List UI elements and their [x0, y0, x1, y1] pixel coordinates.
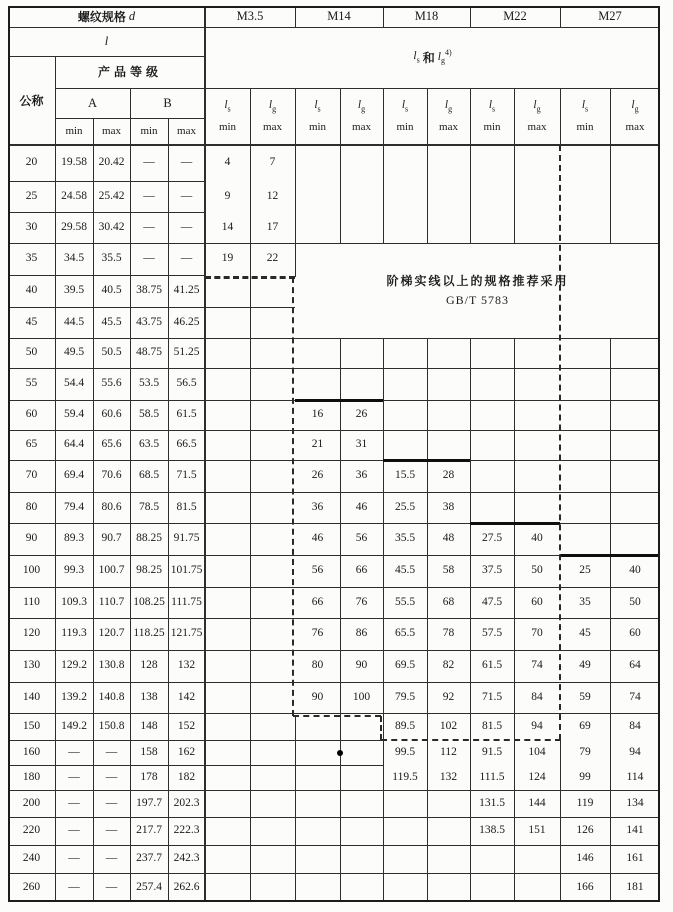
row-label: 30 — [25, 220, 38, 233]
value-cell: — — [68, 770, 80, 783]
value-cell: 79.5 — [394, 690, 416, 703]
value-cell: 140.8 — [98, 690, 125, 703]
size-header: M27 — [598, 9, 622, 24]
value-cell: — — [180, 189, 193, 202]
row-label: 90 — [25, 532, 38, 545]
table-outer-border — [8, 6, 660, 902]
value-cell: 166 — [576, 880, 594, 893]
value-cell: 100.7 — [98, 564, 125, 577]
value-cell: 12 — [266, 189, 279, 202]
value-cell: 57.5 — [481, 627, 503, 640]
value-cell: 91.75 — [173, 532, 200, 545]
row-label: 160 — [22, 745, 41, 758]
value-cell: 70 — [531, 627, 543, 640]
value-cell: 44.5 — [63, 315, 85, 328]
l-column-header: $l_s$ min — [396, 98, 414, 134]
value-cell: 101.75 — [170, 564, 203, 577]
l-column-header: $l_g$ max — [439, 98, 458, 134]
value-cell: 79.4 — [63, 500, 85, 513]
value-cell: 14 — [221, 220, 234, 233]
value-cell: 22 — [266, 252, 279, 265]
value-cell: 25 — [579, 564, 591, 577]
value-cell: 68 — [442, 595, 455, 608]
value-cell: 38.75 — [136, 284, 162, 297]
value-cell: 92 — [442, 690, 455, 703]
value-cell: 178 — [140, 770, 158, 783]
value-cell: 7 — [269, 156, 276, 169]
row-label: 110 — [23, 595, 40, 608]
row-label: 150 — [22, 719, 41, 732]
value-cell: 41.25 — [173, 284, 200, 297]
value-cell: 76 — [355, 595, 368, 608]
value-cell: 121.75 — [170, 627, 203, 640]
value-cell: 129.2 — [61, 659, 87, 672]
value-cell: 35.5 — [394, 532, 416, 545]
value-cell: 15.5 — [394, 469, 416, 482]
size-header: M18 — [414, 9, 439, 24]
value-cell: 28 — [442, 469, 455, 482]
value-cell: 29.58 — [61, 220, 87, 233]
row-label: 55 — [25, 377, 38, 390]
value-cell: 56 — [355, 532, 368, 545]
value-cell: 109.3 — [61, 595, 87, 608]
value-cell: — — [105, 796, 118, 809]
row-label: 60 — [25, 408, 38, 421]
value-cell: 84 — [629, 719, 641, 732]
value-cell: 46.25 — [173, 315, 200, 328]
value-cell: 59.4 — [63, 408, 85, 421]
row-label: 25 — [25, 189, 38, 202]
value-cell: 27.5 — [481, 532, 503, 545]
value-cell: 94 — [629, 745, 641, 758]
grade-a-header: A — [87, 95, 98, 110]
value-cell: 68.5 — [138, 469, 160, 482]
value-cell: 111.75 — [171, 595, 202, 608]
value-cell: 64.4 — [63, 438, 85, 451]
value-cell: 202.3 — [173, 796, 200, 809]
value-cell: 89.5 — [394, 719, 416, 732]
value-cell: 98.25 — [136, 564, 162, 577]
grade-b-header: B — [163, 95, 172, 110]
value-cell: 69.5 — [394, 659, 416, 672]
ls-lg-header: $l_s$ 和 $l_g^{4)}$ — [413, 48, 452, 66]
value-cell: 182 — [177, 770, 196, 783]
value-cell: 88.25 — [136, 532, 162, 545]
value-cell: 262.6 — [173, 880, 200, 893]
l-column-header: $l_g$ max — [352, 98, 371, 134]
value-cell: 110.7 — [98, 595, 125, 608]
value-cell: 58.5 — [138, 408, 160, 421]
l-column-header: $l_s$ min — [218, 98, 237, 134]
value-cell: 54.4 — [63, 377, 85, 390]
value-cell: — — [143, 252, 155, 265]
row-label: 65 — [25, 438, 38, 451]
row-label: 220 — [22, 824, 41, 837]
size-header: M3.5 — [236, 9, 264, 24]
row-label: 50 — [25, 346, 38, 359]
value-cell: 197.7 — [136, 796, 162, 809]
value-cell: 48.75 — [136, 346, 162, 359]
value-cell: 61.5 — [176, 408, 197, 421]
value-cell: 60.6 — [101, 408, 122, 421]
value-cell: 222.3 — [173, 824, 200, 837]
value-cell: 25.42 — [98, 189, 125, 202]
row-label: 120 — [22, 627, 41, 640]
value-cell: 124 — [528, 770, 546, 783]
value-cell: 99 — [579, 770, 591, 783]
value-cell: — — [180, 156, 193, 169]
value-cell: 90 — [355, 659, 368, 672]
value-cell: 90.7 — [101, 532, 122, 545]
value-cell: 60 — [531, 595, 543, 608]
value-cell: — — [68, 796, 80, 809]
printed-dot — [337, 750, 343, 756]
value-cell: 60 — [629, 627, 641, 640]
value-cell: 144 — [528, 796, 546, 809]
value-cell: 89.3 — [63, 532, 85, 545]
value-cell: 130.8 — [98, 659, 125, 672]
value-cell: 25.5 — [394, 500, 416, 513]
value-cell: 66.5 — [176, 438, 197, 451]
value-cell: 91.5 — [481, 745, 503, 758]
l-column-header: $l_g$ max — [625, 98, 645, 134]
value-cell: 82 — [442, 659, 455, 672]
value-cell: 48 — [442, 532, 455, 545]
value-cell: 59 — [579, 690, 591, 703]
value-cell: 69.4 — [63, 469, 85, 482]
value-cell: — — [143, 156, 155, 169]
value-cell: 81.5 — [176, 500, 197, 513]
row-label: 260 — [22, 880, 41, 893]
value-cell: 150.8 — [98, 719, 125, 732]
value-cell: 104 — [528, 745, 546, 758]
value-cell: 55.5 — [394, 595, 416, 608]
minmax-header: max — [177, 125, 196, 137]
value-cell: 217.7 — [136, 824, 162, 837]
value-cell: 158 — [140, 745, 158, 758]
value-cell: 128 — [140, 659, 158, 672]
value-cell: 148 — [140, 719, 158, 732]
value-cell: 50.5 — [101, 346, 122, 359]
value-cell: 146 — [576, 852, 594, 865]
product-grade-header: 产品等级 — [97, 65, 162, 79]
value-cell: 99.5 — [394, 745, 416, 758]
value-cell: 181 — [626, 880, 644, 893]
row-label: 35 — [25, 252, 38, 265]
value-cell: 138.5 — [479, 824, 505, 837]
value-cell: — — [143, 189, 155, 202]
value-cell: 70.6 — [101, 469, 122, 482]
value-cell: 40.5 — [101, 284, 122, 297]
value-cell: 50 — [629, 595, 641, 608]
value-cell: 111.5 — [479, 770, 505, 783]
minmax-header: min — [140, 125, 158, 137]
value-cell: 237.7 — [136, 852, 162, 865]
value-cell: 24.58 — [61, 189, 87, 202]
value-cell: 45.5 — [394, 564, 416, 577]
value-cell: 49 — [579, 659, 591, 672]
value-cell: 132 — [439, 770, 458, 783]
value-cell: 120.7 — [98, 627, 125, 640]
value-cell: 65.5 — [394, 627, 416, 640]
value-cell: 53.5 — [138, 377, 160, 390]
value-cell: 119 — [576, 796, 594, 809]
value-cell: 19 — [221, 252, 234, 265]
value-cell: 86 — [355, 627, 368, 640]
value-cell: 74 — [629, 690, 641, 703]
value-cell: 56.5 — [176, 377, 197, 390]
value-cell: — — [68, 880, 80, 893]
value-cell: — — [68, 745, 80, 758]
value-cell: 102 — [439, 719, 458, 732]
value-cell: — — [105, 745, 118, 758]
value-cell: — — [68, 824, 80, 837]
value-cell: 71.5 — [176, 469, 197, 482]
row-label: 180 — [22, 770, 41, 783]
value-cell: 4 — [224, 156, 231, 169]
row-label: 240 — [22, 852, 41, 865]
value-cell: 45.5 — [101, 315, 122, 328]
value-cell: 36 — [311, 500, 324, 513]
value-cell: 162 — [177, 745, 196, 758]
value-cell: 36 — [355, 469, 368, 482]
value-cell: 242.3 — [173, 852, 200, 865]
value-cell: 39.5 — [63, 284, 85, 297]
l-column-header: $l_s$ min — [308, 98, 327, 134]
value-cell: 78.5 — [138, 500, 160, 513]
value-cell: 63.5 — [138, 438, 160, 451]
value-cell: — — [105, 770, 118, 783]
value-cell: 71.5 — [481, 690, 503, 703]
value-cell: 35.5 — [101, 252, 122, 265]
row-label: 130 — [22, 659, 41, 672]
value-cell: — — [105, 852, 118, 865]
value-cell: 131.5 — [479, 796, 505, 809]
value-cell: 112 — [440, 745, 457, 758]
thread-spec-header: 螺纹规格 d — [77, 9, 136, 24]
value-cell: 17 — [266, 220, 279, 233]
value-cell: 21 — [311, 438, 324, 451]
value-cell: 80 — [311, 659, 324, 672]
value-cell: — — [68, 852, 80, 865]
value-cell: 76 — [311, 627, 324, 640]
value-cell: 64 — [629, 659, 641, 672]
value-cell: 35 — [579, 595, 591, 608]
l-column-header: $l_s$ min — [483, 98, 501, 134]
value-cell: 16 — [311, 408, 324, 421]
value-cell: 9 — [224, 189, 231, 202]
value-cell: 99.3 — [63, 564, 85, 577]
value-cell: 257.4 — [136, 880, 162, 893]
value-cell: — — [180, 220, 193, 233]
value-cell: 26 — [355, 408, 368, 421]
value-cell: 139.2 — [61, 690, 87, 703]
value-cell: 31 — [355, 438, 368, 451]
value-cell: 126 — [576, 824, 594, 837]
value-cell: 119.3 — [61, 627, 87, 640]
value-cell: 119.5 — [392, 770, 418, 783]
value-cell: 37.5 — [481, 564, 503, 577]
value-cell: 114 — [626, 770, 644, 783]
value-cell: 20.42 — [98, 156, 125, 169]
value-cell: 66 — [311, 595, 324, 608]
value-cell: 78 — [442, 627, 455, 640]
value-cell: 134 — [626, 796, 644, 809]
value-cell: 55.6 — [101, 377, 122, 390]
value-cell: 43.75 — [136, 315, 162, 328]
row-label: 200 — [22, 796, 41, 809]
minmax-header: max — [102, 125, 121, 137]
row-label: 20 — [25, 156, 38, 169]
value-cell: 80.6 — [101, 500, 122, 513]
row-label: 80 — [25, 500, 38, 513]
value-cell: — — [143, 220, 155, 233]
value-cell: 81.5 — [481, 719, 503, 732]
value-cell: 46 — [355, 500, 368, 513]
row-label: 140 — [22, 690, 41, 703]
row-label: 40 — [25, 284, 38, 297]
value-cell: 118.25 — [133, 627, 165, 640]
row-label: 100 — [22, 564, 41, 577]
value-cell: 161 — [626, 852, 644, 865]
value-cell: 149.2 — [61, 719, 87, 732]
value-cell: 51.25 — [173, 346, 200, 359]
value-cell: 84 — [531, 690, 543, 703]
row-label: 70 — [25, 469, 38, 482]
value-cell: — — [105, 824, 118, 837]
value-cell: — — [180, 252, 193, 265]
nominal-header: 公称 — [19, 93, 44, 108]
value-cell: 56 — [311, 564, 324, 577]
value-cell: 79 — [579, 745, 591, 758]
value-cell: 40 — [531, 532, 543, 545]
value-cell: 50 — [531, 564, 543, 577]
size-header: M22 — [503, 9, 527, 24]
note-recommend-gbt5783: 阶梯实线以上的规格推荐采用 GB/T 5783 — [386, 274, 569, 307]
value-cell: 46 — [311, 532, 324, 545]
value-cell: 138 — [140, 690, 158, 703]
value-cell: 61.5 — [481, 659, 503, 672]
value-cell: 45 — [579, 627, 591, 640]
value-cell: 34.5 — [63, 252, 85, 265]
row-label: 45 — [25, 315, 38, 328]
value-cell: 69 — [579, 719, 591, 732]
value-cell: 40 — [629, 564, 641, 577]
value-cell: 142 — [177, 690, 196, 703]
value-cell: 19.58 — [61, 156, 87, 169]
value-cell: 49.5 — [63, 346, 85, 359]
value-cell: 30.42 — [98, 220, 125, 233]
value-cell: 74 — [531, 659, 543, 672]
value-cell: — — [105, 880, 118, 893]
value-cell: 38 — [442, 500, 455, 513]
value-cell: 94 — [531, 719, 543, 732]
value-cell: 58 — [442, 564, 455, 577]
value-cell: 66 — [355, 564, 368, 577]
l-column-header: $l_g$ max — [263, 98, 282, 134]
l-column-header: $l_g$ max — [527, 98, 547, 134]
minmax-header: min — [65, 125, 83, 137]
length-symbol-header: l — [104, 34, 109, 49]
value-cell: 108.25 — [133, 595, 165, 608]
value-cell: 141 — [626, 824, 644, 837]
value-cell: 132 — [177, 659, 196, 672]
value-cell: 100 — [352, 690, 371, 703]
value-cell: 90 — [311, 690, 324, 703]
value-cell: 152 — [177, 719, 196, 732]
value-cell: 65.6 — [101, 438, 122, 451]
value-cell: 47.5 — [481, 595, 503, 608]
l-column-header: $l_s$ min — [576, 98, 594, 134]
size-header: M14 — [327, 9, 351, 24]
value-cell: 151 — [528, 824, 546, 837]
value-cell: 26 — [311, 469, 324, 482]
